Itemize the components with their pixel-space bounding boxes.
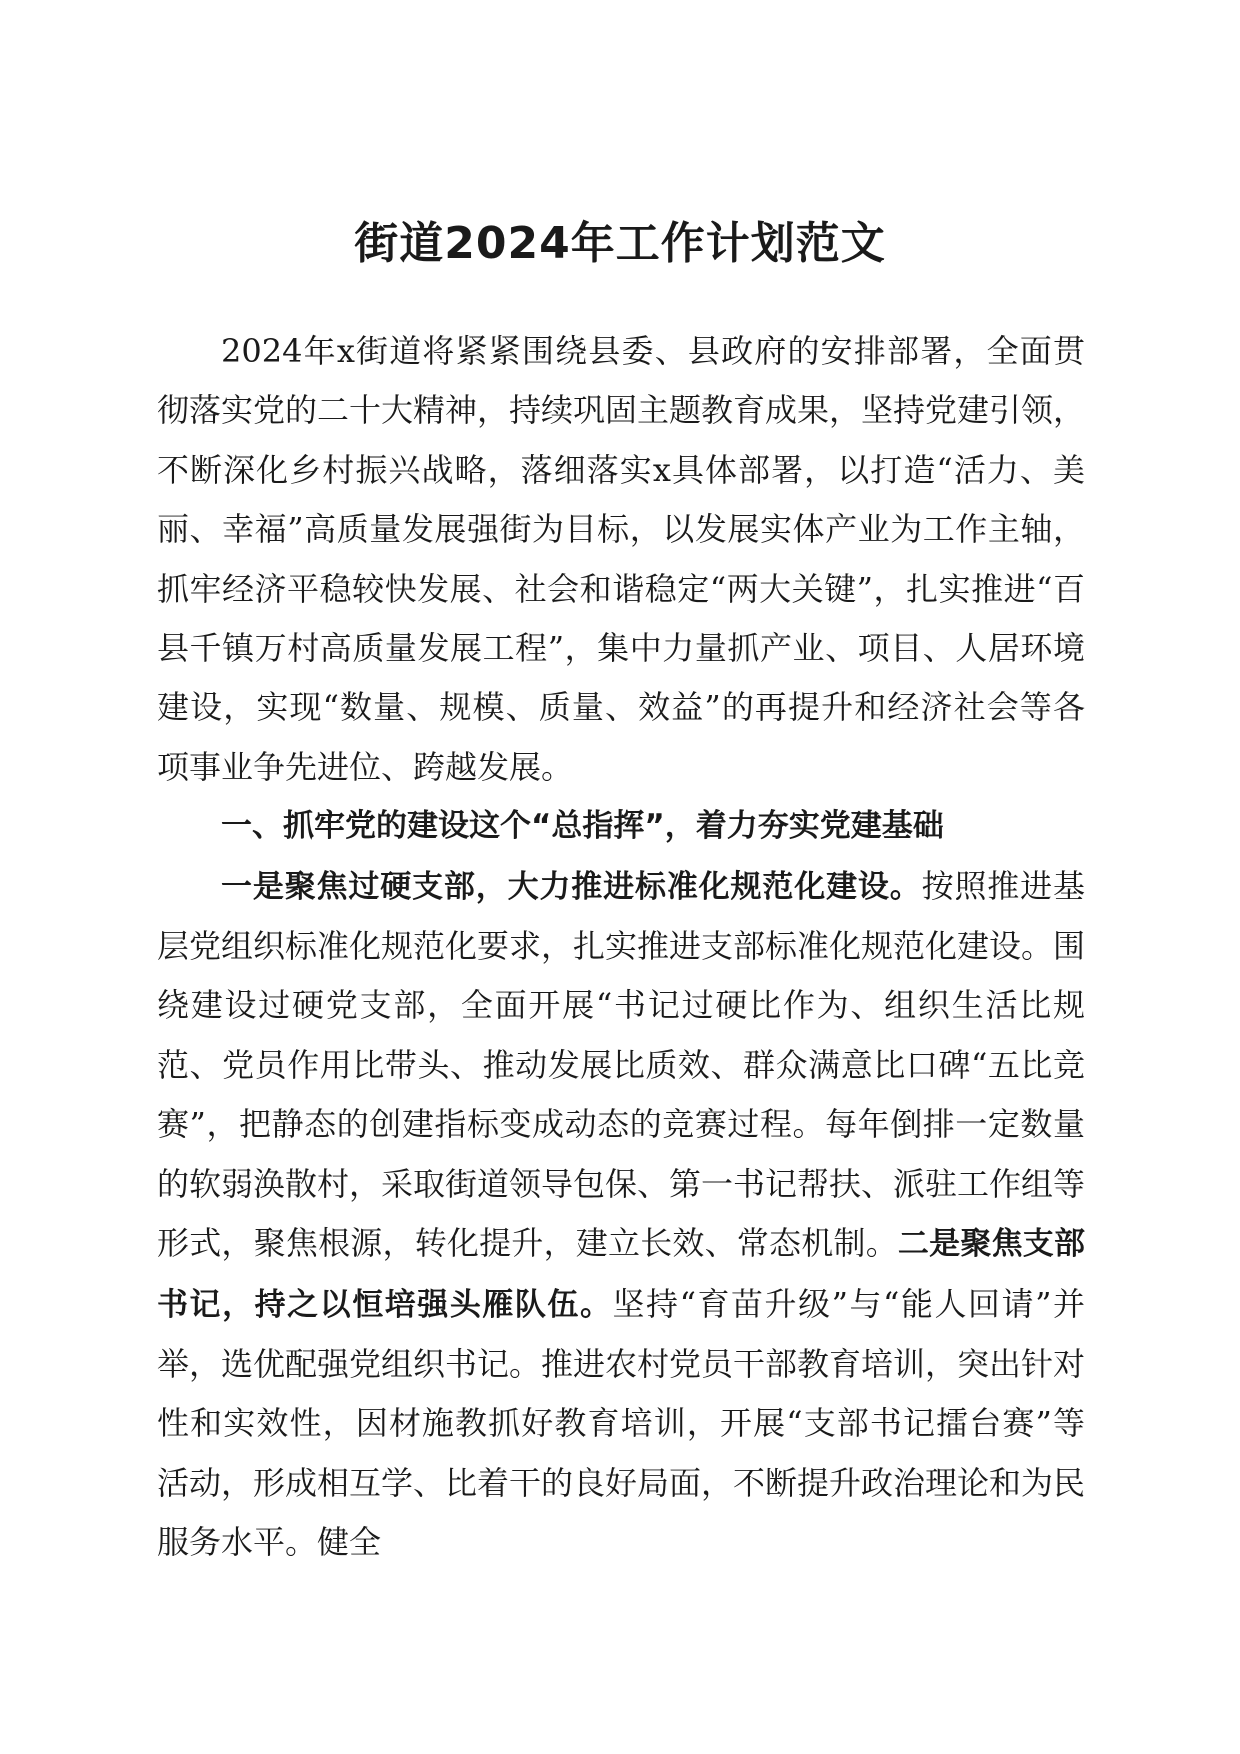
section-1-heading: 一、抓牢党的建设这个“总指挥”，着力夯实党建基础 — [221, 808, 944, 845]
document-title: 街道2024年工作计划范文 — [354, 218, 886, 269]
section-1-text-1: 按照推进基层党组织标准化规范化要求，扎实推进支部标准化规范化建设。围绕建设过硬党支部，全面开展“书记过硬比作为、组织生活比规范、党员作用比带头、推动发展比质效、群众满意比口碑“五比竞赛”，把静态的创建指标变成动态的竞赛过程。每年倒排一定数量的软弱涣散村，采取街道领导包保、第一书记帮扶、派驻工作组等形式，聚焦根源，转化提升，建立长效、常态机制。 — [157, 866, 1086, 1263]
intro-paragraph: 2024年x街道将紧紧围绕县委、县政府的安排部署，全面贯彻落实党的二十大精神，持续巩固主题教育成果，坚持党建引领，不断深化乡村振兴战略，落细落实x具体部署，以打造“活力、美丽、幸福”高质量发展强街为目标，以发展实体产业为工作主轴，抓牢经济平稳较快发展、社会和谐稳定“两大关键”，扎实推进“百县千镇万村高质量发展工程”，集中力量抓产业、项目、人居环境建设，实现“数量、规模、质量、效益”的再提升和经济社会等各项事业争先进位、跨越发展。 — [157, 332, 1086, 786]
section-1-lead-1: 一是聚焦过硬支部，大力推进标准化规范化建设。 — [221, 868, 922, 905]
section-1-text-2: 坚持“育苗升级”与“能人回请”并举，选优配强党组织书记。推进农村党员干部教育培训，突出针对性和实效性，因材施教抓好教育培训，开展“支部书记擂台赛”等活动，形成相互学、比着干的良好局面，不断提升政治理论和为民服务水平。健全 — [157, 1284, 1086, 1562]
document-body — [157, 322, 1085, 1573]
section-1-lead-2: 二是聚焦支部书记，持之以恒培强头雁队伍。 — [157, 1226, 1085, 1323]
section-1-paragraph — [157, 857, 1085, 1573]
